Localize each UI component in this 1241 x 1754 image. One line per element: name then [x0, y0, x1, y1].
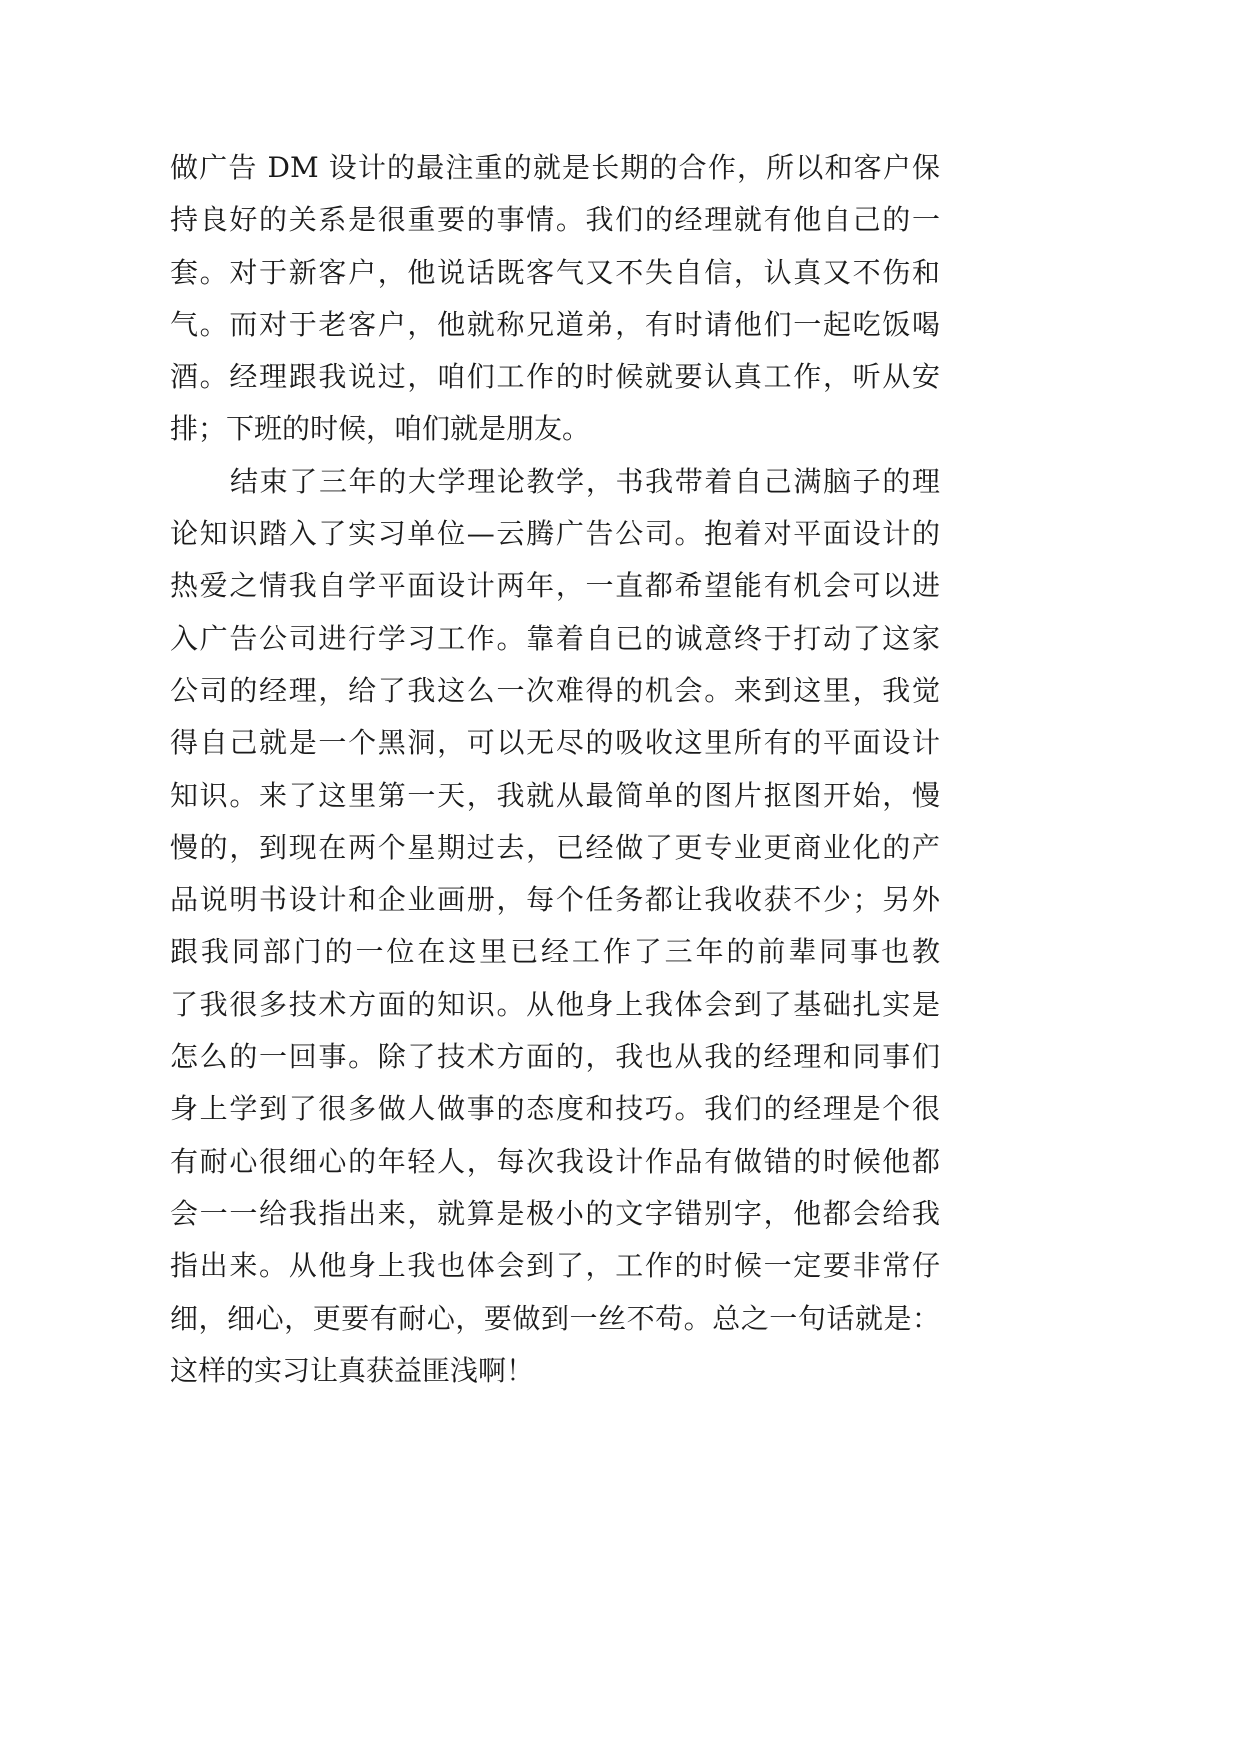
text-line: 这样的实习让真获益匪浅啊！ — [170, 1353, 535, 1387]
text-line: 热爱之情我自学平面设计两年，一直都希望能有机会可以进 — [170, 569, 940, 603]
text-line: 怎么的一回事。除了技术方面的，我也从我的经理和同事们 — [170, 1040, 940, 1074]
text-line: 酒。经理跟我说过，咱们工作的时候就要认真工作，听从安 — [170, 360, 940, 394]
text-line: 指出来。从他身上我也体会到了，工作的时候一定要非常仔 — [170, 1249, 940, 1283]
text-line: 排；下班的时候，咱们就是朋友。 — [170, 412, 591, 446]
text-line: 会一一给我指出来，就算是极小的文字错别字，他都会给我 — [170, 1196, 940, 1230]
body-text — [170, 142, 940, 1397]
text-line: 慢的，到现在两个星期过去，已经做了更专业更商业化的产 — [170, 830, 940, 864]
paragraph — [170, 456, 940, 1397]
text-line: 公司的经理，给了我这么一次难得的机会。来到这里，我觉 — [170, 673, 940, 707]
text-line: 有耐心很细心的年轻人，每次我设计作品有做错的时候他都 — [170, 1144, 940, 1178]
text-line: 结束了三年的大学理论教学，书我带着自己满脑子的理 — [230, 464, 940, 498]
paragraph — [170, 142, 940, 456]
text-line: 身上学到了很多做人做事的态度和技巧。我们的经理是个很 — [170, 1092, 940, 1126]
text-line: 入广告公司进行学习工作。靠着自已的诚意终于打动了这家 — [170, 621, 940, 655]
text-line: 论知识踏入了实习单位—云腾广告公司。抱着对平面设计的 — [170, 517, 940, 551]
text-line: 气。而对于老客户，他就称兄道弟，有时请他们一起吃饭喝 — [170, 307, 940, 341]
text-line: 知识。来了这里第一天，我就从最简单的图片抠图开始，慢 — [170, 778, 940, 812]
text-line: 细，细心，更要有耐心，要做到一丝不苟。总之一句话就是： — [170, 1301, 940, 1335]
text-line: 品说明书设计和企业画册，每个任务都让我收获不少；另外 — [170, 883, 940, 917]
text-line: 套。对于新客户，他说话既客气又不失自信，认真又不伤和 — [170, 255, 940, 289]
text-line: 做广告 DM 设计的最注重的就是长期的合作，所以和客户保 — [170, 151, 940, 184]
text-line: 跟我同部门的一位在这里已经工作了三年的前辈同事也教 — [170, 935, 940, 969]
text-line: 持良好的关系是很重要的事情。我们的经理就有他自己的一 — [170, 203, 940, 237]
text-line: 得自己就是一个黑洞，可以无尽的吸收这里所有的平面设计 — [170, 726, 940, 760]
text-line: 了我很多技术方面的知识。从他身上我体会到了基础扎实是 — [170, 987, 940, 1021]
